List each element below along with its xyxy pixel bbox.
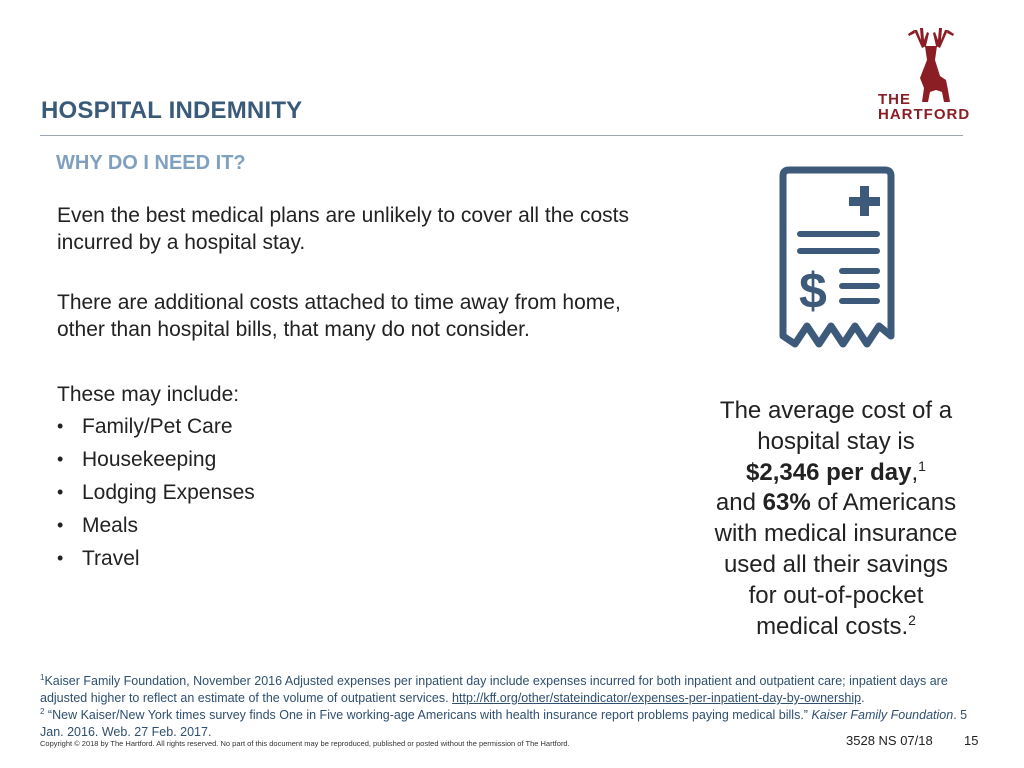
logo-line-hartford: HARTFORD	[878, 106, 971, 123]
header-divider	[40, 135, 963, 136]
footnote-marker: 2	[40, 706, 45, 716]
callout-amount: $2,346 per day	[746, 458, 912, 486]
callout-line: with medical insurance	[714, 520, 958, 548]
medical-receipt-icon	[777, 166, 897, 352]
logo-line-the: THE	[878, 91, 911, 108]
callout-last-line	[696, 612, 976, 643]
list-item	[57, 443, 255, 476]
page-title: HOSPITAL INDEMNITY	[41, 97, 303, 124]
bullet-icon: •	[57, 416, 64, 436]
callout-line-rest: of Americans	[810, 489, 957, 517]
cost-list	[57, 410, 255, 575]
callout-and: and	[715, 489, 756, 517]
section-subtitle: WHY DO I NEED IT?	[56, 152, 246, 174]
list-item-label: Meals	[82, 514, 139, 537]
document-number: 3528 NS 07/18	[846, 733, 933, 748]
list-item	[57, 476, 255, 509]
footnote-marker: 1	[40, 672, 45, 682]
footnote-date: . 5 Jan. 2016. Web. 27 Feb. 2017.	[40, 708, 968, 739]
callout-line: hospital stay is	[757, 427, 915, 455]
footnote-source: Kaiser Family Foundation	[811, 708, 954, 722]
callout-line: for out-of-pocket	[748, 581, 924, 609]
svg-text:$: $	[799, 263, 827, 319]
footnote-ref-2: 2	[908, 611, 916, 628]
footnote-text: Kaiser Family Foundation, November 2016 Adjusted expenses per inpatient day include expenses incurred for both inpatient and outpatient care; inpatient days are adjusted higher to reflect an estimate of the volume of outpatient services.	[40, 674, 948, 705]
hartford-logo	[872, 26, 971, 126]
bullet-icon: •	[57, 515, 64, 535]
callout-percent: 63%	[762, 489, 811, 517]
page-number: 15	[964, 733, 979, 748]
list-item	[57, 542, 255, 575]
copyright-notice: Copyright © 2018 by The Hartford. All rights reserved. No part of this document may be reproduced, published or posted without the permission of The Hartford.	[40, 739, 570, 748]
footnote-ref-1: 1	[918, 457, 926, 474]
bullet-icon: •	[57, 482, 64, 502]
logo-wordmark	[878, 92, 970, 122]
footnote-2	[40, 707, 980, 741]
callout-line: used all their savings	[723, 550, 949, 578]
paragraph-list-intro: These may include:	[57, 383, 240, 406]
list-item-label: Housekeeping	[82, 448, 217, 471]
callout-line: medical costs.	[756, 612, 909, 640]
list-item-label: Travel	[82, 547, 140, 570]
callout-comma: ,	[911, 458, 919, 486]
list-item-label: Lodging Expenses	[82, 481, 255, 504]
paragraph-coverage: Even the best medical plans are unlikely to cover all the costs incurred by a hospital stay.	[57, 204, 629, 254]
paragraph-additional-costs: There are additional costs attached to time away from home, other than hospital bills, that many do not consider.	[57, 291, 621, 341]
callout-amount-line	[696, 458, 976, 489]
bullet-icon: •	[57, 548, 64, 568]
cost-callout	[696, 396, 976, 642]
callout-line: The average cost of a	[719, 397, 953, 424]
footnote-1: $^1$Kaiser Family Foundation, November 2016 Adjusted expenses per inpatient day include expenses incurred for both inpatient and outpatient care; inpatient days are adjusted higher to reflect an estimate of the volume of outpatient services. http://kff.org/other/stateindicator/expenses-per-inpatient-day-by-ownership.	[40, 672, 948, 705]
bullet-icon: •	[57, 449, 64, 469]
footnote-text: “New Kaiser/New York times survey finds One in Five working-age Americans with health insurance report problems paying medical bills.”	[44, 708, 812, 722]
list-item-label: Family/Pet Care	[82, 415, 233, 438]
callout-percent-line	[696, 488, 976, 519]
source-link[interactable]: http://kff.org/other/stateindicator/expenses-per-inpatient-day-by-ownership	[452, 691, 862, 705]
list-item	[57, 509, 255, 542]
footnotes	[40, 673, 980, 741]
list-item	[57, 410, 255, 443]
